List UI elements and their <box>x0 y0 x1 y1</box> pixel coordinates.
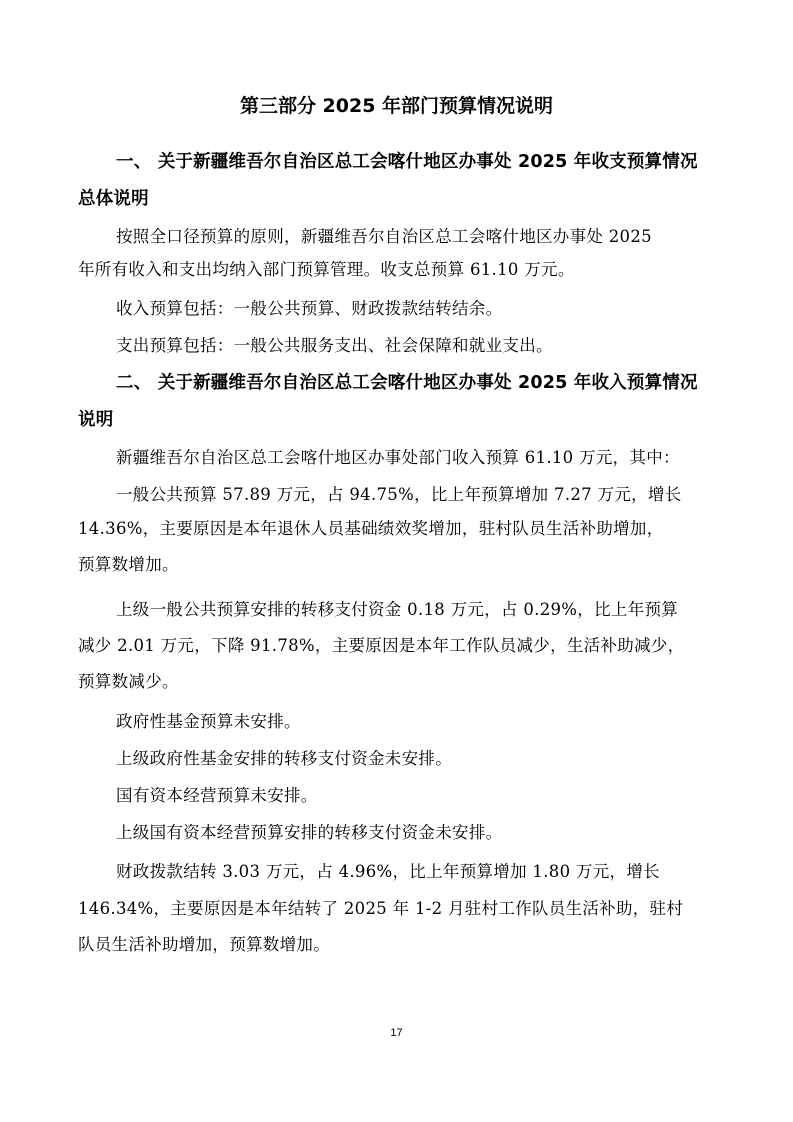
section2-paragraph2-line1: 一般公共预算 57.89 万元，占 94.75%，比上年预算增加 7.27 万元，增长 <box>116 485 682 504</box>
section2-paragraph3-line3: 预算数减少。 <box>78 672 179 691</box>
section2-paragraph2-line2: 14.36%，主要原因是本年退休人员基础绩效奖增加，驻村队员生活补助增加， <box>78 519 664 538</box>
section1-paragraph1-line2: 年所有收入和支出均纳入部门预算管理。收支总预算 61.10 万元。 <box>78 260 575 279</box>
section2-paragraph4: 政府性基金预算未安排。 <box>116 712 301 731</box>
section2-paragraph3-line1: 上级一般公共预算安排的转移支付资金 0.18 万元，占 0.29%，比上年预算 <box>116 600 679 619</box>
section2-paragraph7: 上级国有资本经营预算安排的转移支付资金未安排。 <box>116 823 503 842</box>
section2-paragraph8-line3: 队员生活补助增加，预算数增加。 <box>78 935 330 954</box>
section2-paragraph3-line2: 减少 2.01 万元，下降 91.78%，主要原因是本年工作队员减少，生活补助减少， <box>78 636 685 655</box>
page-number: 17 <box>390 1027 403 1039</box>
section2-heading-line2: 说明 <box>78 410 114 430</box>
section1-paragraph3: 支出预算包括：一般公共服务支出、社会保障和就业支出。 <box>116 336 553 355</box>
section2-paragraph5: 上级政府性基金安排的转移支付资金未安排。 <box>116 749 452 768</box>
section1-heading-line1: 一、 关于新疆维吾尔自治区总工会喀什地区办事处 2025 年收支预算情况 <box>116 152 698 172</box>
section2-paragraph2-line3: 预算数增加。 <box>78 555 179 574</box>
page-title: 第三部分 2025 年部门预算情况说明 <box>239 95 554 117</box>
section1-paragraph1-line1: 按照全口径预算的原则，新疆维吾尔自治区总工会喀什地区办事处 2025 <box>116 227 652 246</box>
section2-heading-line1: 二、 关于新疆维吾尔自治区总工会喀什地区办事处 2025 年收入预算情况 <box>116 373 698 393</box>
section1-paragraph2: 收入预算包括：一般公共预算、财政拨款结转结余。 <box>116 299 503 318</box>
section2-paragraph8-line2: 146.34%，主要原因是本年结转了 2025 年 1-2 月驻村工作队员生活补助，驻村 <box>78 899 684 918</box>
section2-paragraph6: 国有资本经营预算未安排。 <box>116 786 318 805</box>
section2-paragraph1: 新疆维吾尔自治区总工会喀什地区办事处部门收入预算 61.10 万元，其中： <box>116 448 680 467</box>
section2-paragraph8-line1: 财政拨款结转 3.03 万元，占 4.96%，比上年预算增加 1.80 万元，增长 <box>116 862 660 881</box>
section1-heading-line2: 总体说明 <box>78 189 149 209</box>
